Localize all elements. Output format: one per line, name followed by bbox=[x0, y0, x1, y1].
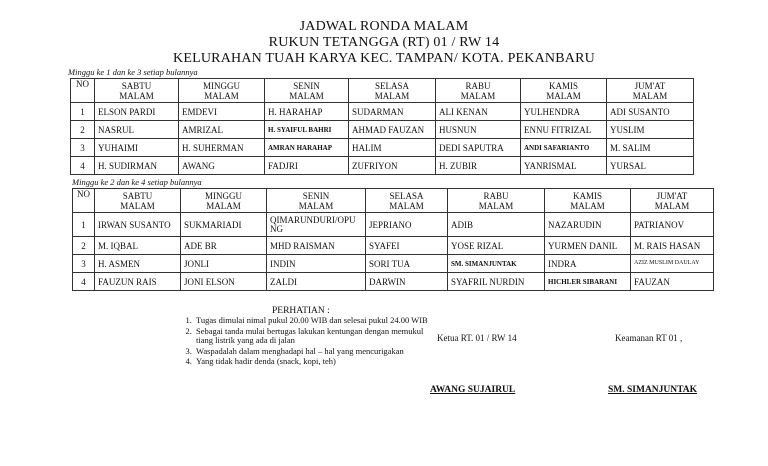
table1-header-sabtu: SABTU MALAM bbox=[95, 79, 179, 103]
table-cell: YURSAL bbox=[607, 157, 694, 175]
table-cell: DARWIN bbox=[366, 273, 448, 291]
table2-header-kamis: KAMIS MALAM bbox=[545, 189, 631, 213]
table-cell: FAUZAN bbox=[631, 273, 714, 291]
table-cell: ADE BR bbox=[181, 237, 267, 255]
table-cell: SYAFRIL NURDIN bbox=[448, 273, 545, 291]
table-row bbox=[71, 121, 694, 139]
table-cell: JEPRIANO bbox=[366, 213, 448, 237]
table1-header-no: NO bbox=[71, 79, 95, 103]
table-cell: JONI ELSON bbox=[181, 273, 267, 291]
table-cell: ADI SUSANTO bbox=[607, 103, 694, 121]
table-cell: 3 bbox=[73, 255, 95, 273]
table-cell: INDRA bbox=[545, 255, 631, 273]
table-cell: ZUFRIYON bbox=[349, 157, 436, 175]
table-cell: YANRISMAL bbox=[521, 157, 607, 175]
table-cell: H. ZUBIR bbox=[436, 157, 521, 175]
table-row bbox=[73, 237, 714, 255]
table-cell: M. SALIM bbox=[607, 139, 694, 157]
table1-header-jumat: JUM'AT MALAM bbox=[607, 79, 694, 103]
rule-item: 2. Sebagai tanda mulai bertugas lakukan kentungan dengan memukul tiang listrik yang ada di jalan bbox=[194, 327, 434, 346]
table-cell: HICHLER SIBARANI bbox=[545, 273, 631, 291]
table-cell: MHD RAISMAN bbox=[267, 237, 366, 255]
table-cell: ADIB bbox=[448, 213, 545, 237]
table-cell: 4 bbox=[73, 273, 95, 291]
table-row bbox=[73, 255, 714, 273]
table-cell: SORI TUA bbox=[366, 255, 448, 273]
table-cell: HALIM bbox=[349, 139, 436, 157]
table-row bbox=[73, 273, 714, 291]
table-cell: ALI KENAN bbox=[436, 103, 521, 121]
signature-right-name: SM. SIMANJUNTAK bbox=[608, 385, 698, 395]
table-cell: SUDARMAN bbox=[349, 103, 436, 121]
table-cell: AMRAN HARAHAP bbox=[265, 139, 349, 157]
table-cell: INDIN bbox=[267, 255, 366, 273]
table-cell: YOSE RIZAL bbox=[448, 237, 545, 255]
table-cell: H. SUHERMAN bbox=[179, 139, 265, 157]
table-cell: 1 bbox=[73, 213, 95, 237]
table-cell: 2 bbox=[71, 121, 95, 139]
table-cell: SUKMARIADI bbox=[181, 213, 267, 237]
table2-header-sabtu: SABTU MALAM bbox=[95, 189, 181, 213]
table-row bbox=[71, 103, 694, 121]
table-cell: ANDI SAFARIANTO bbox=[521, 139, 607, 157]
table-cell: HUSNUN bbox=[436, 121, 521, 139]
table1-header-minggu: MINGGU MALAM bbox=[179, 79, 265, 103]
table-cell: H. HARAHAP bbox=[265, 103, 349, 121]
table-cell: EMDEVI bbox=[179, 103, 265, 121]
table-cell: FAUZUN RAIS bbox=[95, 273, 181, 291]
signature-left-role: Ketua RT. 01 / RW 14 bbox=[437, 333, 517, 343]
table-cell: AHMAD FAUZAN bbox=[349, 121, 436, 139]
title-line-3: KELURAHAN TUAH KARYA KEC. TAMPAN/ KOTA. PEKANBARU bbox=[173, 51, 595, 66]
signature-right-role: Keamanan RT 01 , bbox=[615, 333, 683, 343]
table-cell: PATRIANOV bbox=[631, 213, 714, 237]
schedule-table-1 bbox=[70, 78, 694, 175]
table2-header-jumat: JUM'AT MALAM bbox=[631, 189, 714, 213]
document-title-block bbox=[0, 19, 768, 67]
table-cell: 4 bbox=[71, 157, 95, 175]
rule-item: 3. Waspadalah dalam menghadapi hal – hal yang mencurigakan bbox=[194, 347, 434, 357]
schedule-table-2 bbox=[72, 188, 714, 291]
title-line-1: JADWAL RONDA MALAM bbox=[299, 19, 469, 34]
table-row bbox=[73, 213, 714, 237]
table2-header-no: NO bbox=[73, 189, 95, 213]
table-cell: YULHENDRA bbox=[521, 103, 607, 121]
table1-header-selasa: SELASA MALAM bbox=[349, 79, 436, 103]
signature-left-name: AWANG SUJAIRUL bbox=[430, 385, 516, 395]
table-cell: ENNU FITRIZAL bbox=[521, 121, 607, 139]
table2-header-row bbox=[73, 189, 714, 213]
table-cell: DEDI SAPUTRA bbox=[436, 139, 521, 157]
table2-note: Minggu ke 2 dan ke 4 setiap bulannya bbox=[72, 177, 202, 187]
table2-header-selasa: SELASA MALAM bbox=[366, 189, 448, 213]
table-cell: H. ASMEN bbox=[95, 255, 181, 273]
table-cell: SM. SIMANJUNTAK bbox=[448, 255, 545, 273]
table-cell: M. RAIS HASAN bbox=[631, 237, 714, 255]
rules-list bbox=[178, 316, 434, 368]
table-cell: ELSON PARDI bbox=[95, 103, 179, 121]
table1-header-rabu: RABU MALAM bbox=[436, 79, 521, 103]
table-cell: 1 bbox=[71, 103, 95, 121]
title-line-2: RUKUN TETANGGA (RT) 01 / RW 14 bbox=[268, 35, 500, 50]
table-cell: YUHAIMI bbox=[95, 139, 179, 157]
table-cell: QIMARUNDURI/OPU NG bbox=[267, 213, 366, 237]
table-cell: NASRUL bbox=[95, 121, 179, 139]
rule-item: 1. Tugas dimulai nimal pukul 20.00 WIB dan selesai pukul 24.00 WIB bbox=[194, 316, 434, 326]
table1-note: Minggu ke 1 dan ke 3 setiap bulannya bbox=[68, 67, 198, 77]
perhatian-title: PERHATIAN : bbox=[272, 306, 330, 316]
table-cell: YURMEN DANIL bbox=[545, 237, 631, 255]
rule-item: 4. Yang tidak hadir denda (snack, kopi, teh) bbox=[194, 357, 434, 367]
table1-header-row bbox=[71, 79, 694, 103]
table-cell: NAZARUDIN bbox=[545, 213, 631, 237]
table-cell: JONLI bbox=[181, 255, 267, 273]
table2-header-rabu: RABU MALAM bbox=[448, 189, 545, 213]
table-cell: FADJRI bbox=[265, 157, 349, 175]
table-cell: ZALDI bbox=[267, 273, 366, 291]
table1-header-kamis: KAMIS MALAM bbox=[521, 79, 607, 103]
table2-header-senin: SENIN MALAM bbox=[267, 189, 366, 213]
table-cell: H. SUDIRMAN bbox=[95, 157, 179, 175]
table1-header-senin: SENIN MALAM bbox=[265, 79, 349, 103]
table-cell: M. IQBAL bbox=[95, 237, 181, 255]
table-row bbox=[71, 157, 694, 175]
table-cell: 2 bbox=[73, 237, 95, 255]
table-cell: AMRIZAL bbox=[179, 121, 265, 139]
table-cell: IRWAN SUSANTO bbox=[95, 213, 181, 237]
table2-header-minggu: MINGGU MALAM bbox=[181, 189, 267, 213]
table-cell: 3 bbox=[71, 139, 95, 157]
table-cell: YUSLIM bbox=[607, 121, 694, 139]
table-row bbox=[71, 139, 694, 157]
table-cell: AWANG bbox=[179, 157, 265, 175]
table-cell: AZIZ MUSLIM DAULAY bbox=[631, 255, 714, 273]
table-cell: SYAFEI bbox=[366, 237, 448, 255]
table-cell: H. SYAIFUL BAHRI bbox=[265, 121, 349, 139]
